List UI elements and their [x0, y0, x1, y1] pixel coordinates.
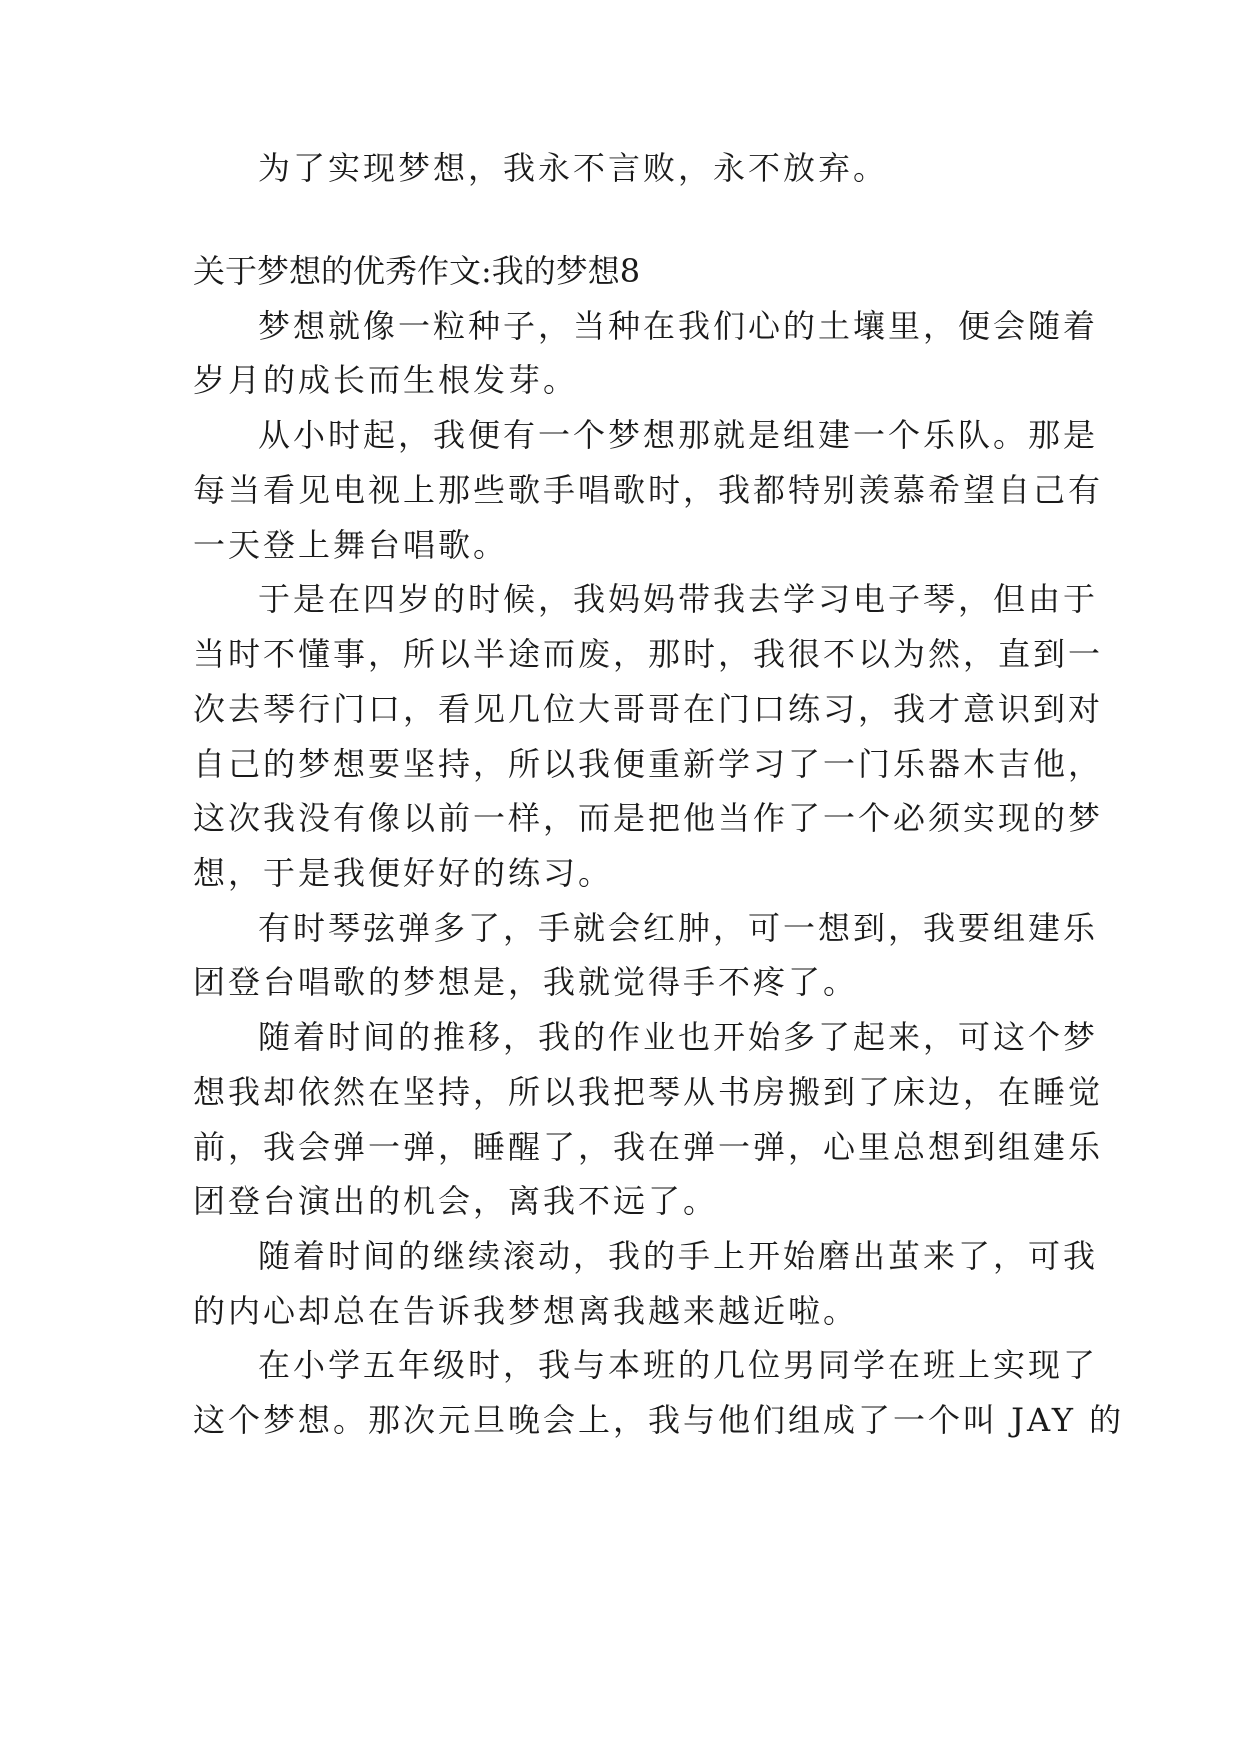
paragraph-6-line-1: 随着时间的继续滚动，我的手上开始磨出茧来了，可我 [258, 1237, 1099, 1275]
paragraph-4-line-2: 团登台唱歌的梦想是，我就觉得手不疼了。 [193, 963, 859, 1001]
paragraph-5-line-1: 随着时间的推移，我的作业也开始多了起来，可这个梦 [258, 1018, 1099, 1056]
paragraph-3-line-6: 想，于是我便好好的练习。 [193, 854, 614, 892]
paragraph-4-line-1: 有时琴弦弹多了，手就会红肿，可一想到，我要组建乐 [258, 909, 1099, 947]
section-title: 关于梦想的优秀作文:我的梦想8 [193, 252, 641, 290]
paragraph-1-line-2: 岁月的成长而生根发芽。 [193, 361, 579, 399]
paragraph-7-line-1: 在小学五年级时，我与本班的几位男同学在班上实现了 [258, 1346, 1099, 1384]
paragraph-5-line-2: 想我却依然在坚持，所以我把琴从书房搬到了床边，在睡觉 [193, 1073, 1104, 1111]
paragraph-3-line-3: 次去琴行门口，看见几位大哥哥在门口练习，我才意识到对 [193, 690, 1104, 728]
opening-line: 为了实现梦想，我永不言败，永不放弃。 [258, 149, 889, 187]
paragraph-6-line-2: 的内心却总在告诉我梦想离我越来越近啦。 [193, 1292, 859, 1330]
paragraph-5-line-3: 前，我会弹一弹，睡醒了，我在弹一弹，心里总想到组建乐 [193, 1128, 1104, 1166]
paragraph-3-line-2: 当时不懂事，所以半途而废，那时，我很不以为然，直到一 [193, 635, 1104, 673]
paragraph-3-line-4: 自己的梦想要坚持，所以我便重新学习了一门乐器木吉他， [193, 745, 1104, 783]
paragraph-2-line-2: 每当看见电视上那些歌手唱歌时，我都特别羡慕希望自己有 [193, 471, 1104, 509]
paragraph-1-line-1: 梦想就像一粒种子，当种在我们心的土壤里，便会随着 [258, 307, 1099, 345]
paragraph-5-line-4: 团登台演出的机会，离我不远了。 [193, 1182, 719, 1220]
paragraph-2-line-1: 从小时起，我便有一个梦想那就是组建一个乐队。那是 [258, 416, 1099, 454]
paragraph-2-line-3: 一天登上舞台唱歌。 [193, 526, 509, 564]
paragraph-7-line-2: 这个梦想。那次元旦晚会上，我与他们组成了一个叫 JAY 的 [193, 1401, 1125, 1439]
paragraph-3-line-5: 这次我没有像以前一样，而是把他当作了一个必须实现的梦 [193, 799, 1104, 837]
paragraph-3-line-1: 于是在四岁的时候，我妈妈带我去学习电子琴，但由于 [258, 580, 1099, 618]
